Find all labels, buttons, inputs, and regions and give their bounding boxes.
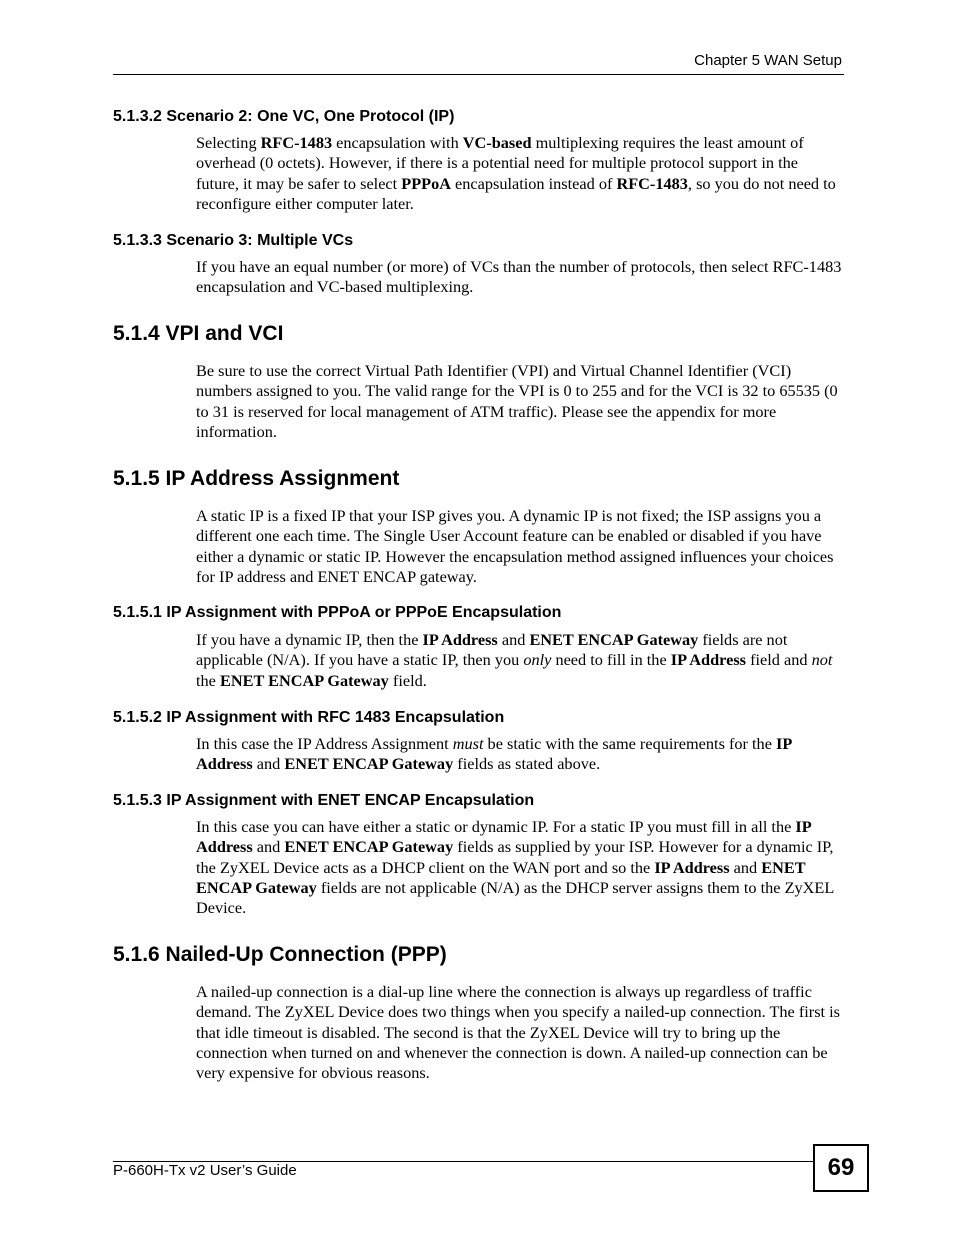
guide-title-footer: P-660H-Tx v2 User’s Guide xyxy=(113,1162,297,1179)
heading-5-1-5-2: 5.1.5.2 IP Assignment with RFC 1483 Encapsulation xyxy=(113,709,505,726)
paragraph-5-1-5-2: In this case the IP Address Assignment must be static with the same requirements for the IP Address and ENET ENCAP Gateway fields as stated above. xyxy=(196,734,792,774)
heading-5-1-5-1: 5.1.5.1 IP Assignment with PPPoA or PPPoE Encapsulation xyxy=(113,604,562,621)
heading-5-1-6: 5.1.6 Nailed-Up Connection (PPP) xyxy=(113,943,447,966)
heading-5-1-3-2: 5.1.3.2 Scenario 2: One VC, One Protocol (IP) xyxy=(113,108,455,125)
paragraph-5-1-5-3: In this case you can have either a static or dynamic IP. For a static IP you must fill in all the IP Address and ENET ENCAP Gateway fields as supplied by your ISP. However for a dynamic IP, the ZyXEL Device acts as a DHCP client on the WAN port and so the IP Address and ENET ENCAP Gateway fields are not applicable (N/A) as the DHCP server assigns them to the ZyXEL Device. xyxy=(196,817,834,918)
paragraph-5-1-6: A nailed-up connection is a dial-up line where the connection is always up regardless of traffic demand. The ZyXEL Device does two things when you specify a nailed-up connection. The first is that idle timeout is disabled. The second is that the ZyXEL Device will try to bring up the connection when turned on and whenever the connection is down. A nailed-up connection can be very expensive for obvious reasons. xyxy=(196,982,840,1083)
paragraph-5-1-3-2: Selecting RFC-1483 encapsulation with VC-based multiplexing requires the least amount of overhead (0 octets). However, if there is a potential need for multiple protocol support in the future, it may be safer to select PPPoA encapsulation instead of RFC-1483, so you do not need to reconfigure either computer later. xyxy=(196,133,836,213)
header-rule xyxy=(113,74,844,75)
paragraph-5-1-4: Be sure to use the correct Virtual Path Identifier (VPI) and Virtual Channel Identifier (VCI) numbers assigned to you. The valid range for the VPI is 0 to 255 and for the VCI is 32 to 65535 (0 to 31 is reserved for local management of ATM traffic). Please see the appendix for more information. xyxy=(196,361,838,441)
page-number: 69 xyxy=(813,1144,869,1192)
heading-5-1-5: 5.1.5 IP Address Assignment xyxy=(113,467,400,490)
paragraph-5-1-5-1: If you have a dynamic IP, then the IP Address and ENET ENCAP Gateway fields are not applicable (N/A). If you have a static IP, then you only need to fill in the IP Address field and not the ENET ENCAP Gateway field. xyxy=(196,630,833,690)
heading-5-1-3-3: 5.1.3.3 Scenario 3: Multiple VCs xyxy=(113,232,354,249)
paragraph-5-1-5: A static IP is a fixed IP that your ISP gives you. A dynamic IP is not fixed; the ISP assigns you a different one each time. The Single User Account feature can be enabled or disabled if you have either a dynamic or static IP. However the encapsulation method assigned influences your choices for IP address and ENET ENCAP gateway. xyxy=(196,506,834,586)
heading-5-1-4: 5.1.4 VPI and VCI xyxy=(113,322,284,345)
paragraph-5-1-3-3: If you have an equal number (or more) of VCs than the number of protocols, then select RFC-1483 encapsulation and VC-based multiplexing. xyxy=(196,257,842,297)
heading-5-1-5-3: 5.1.5.3 IP Assignment with ENET ENCAP Encapsulation xyxy=(113,792,535,809)
chapter-header: Chapter 5 WAN Setup xyxy=(694,52,842,69)
